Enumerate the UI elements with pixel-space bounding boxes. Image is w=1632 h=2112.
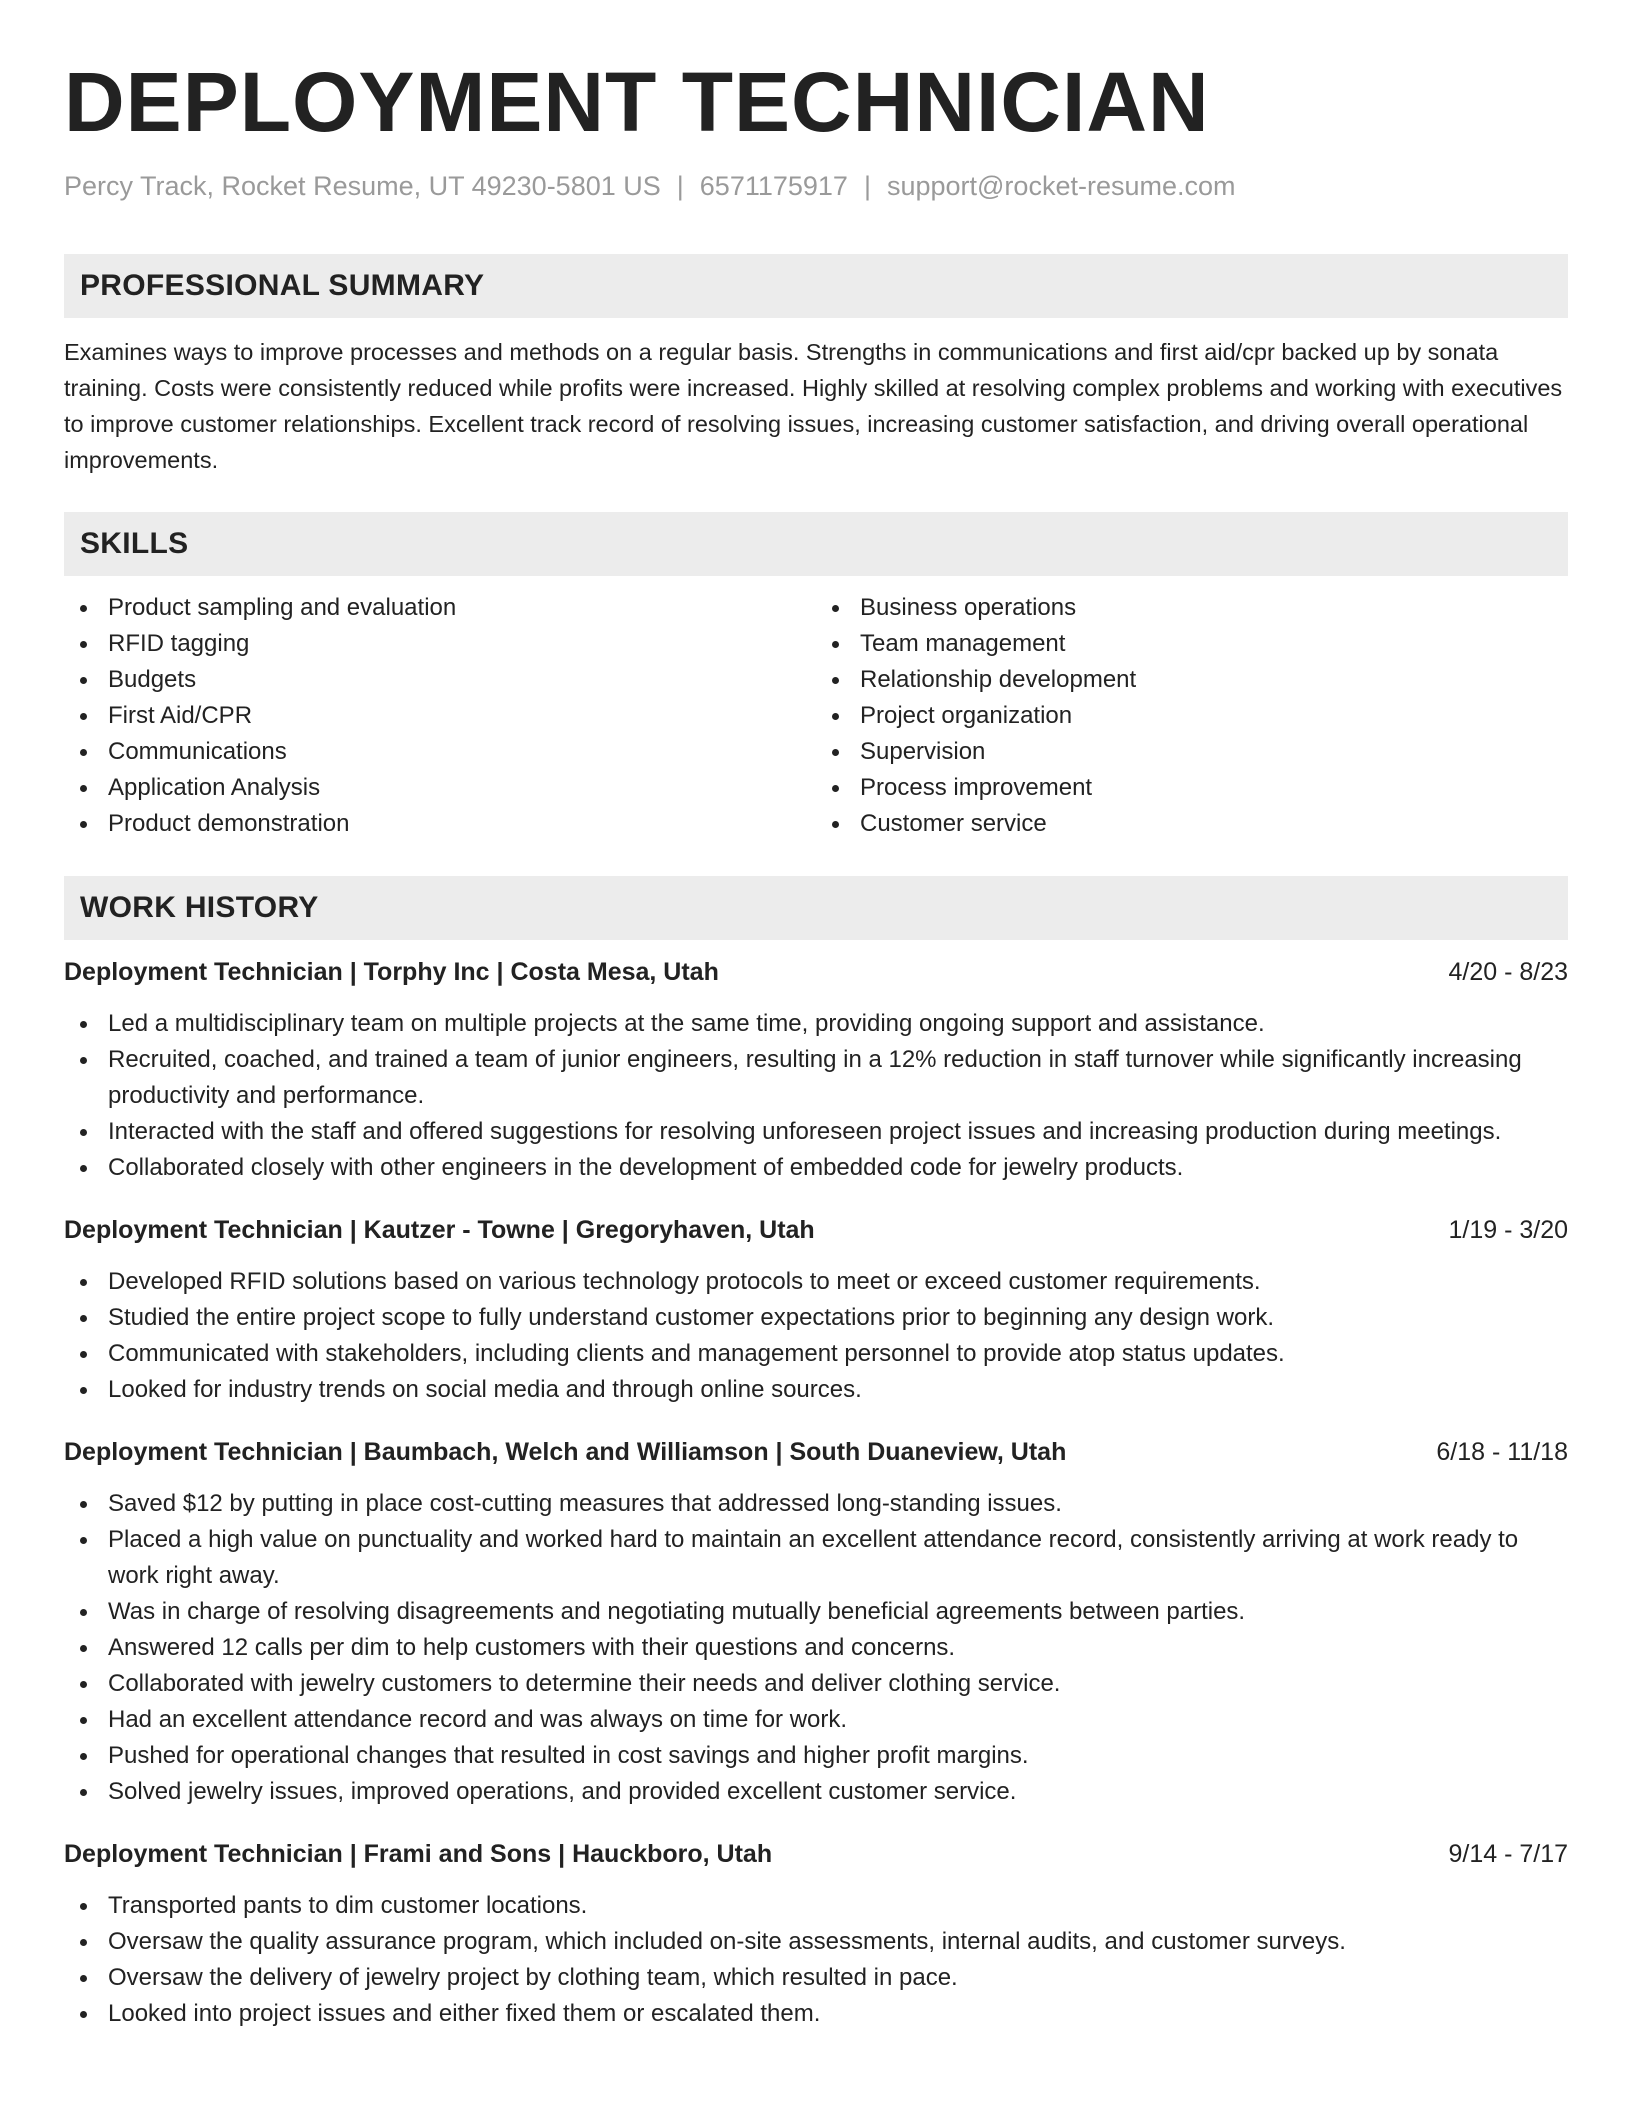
job-bullet: Collaborated with jewelry customers to determine their needs and deliver clothing service. <box>64 1666 1568 1702</box>
skill-item: Customer service <box>816 806 1568 842</box>
job-header <box>64 1434 1568 1470</box>
job-bullet: Answered 12 calls per dim to help customers with their questions and concerns. <box>64 1630 1568 1666</box>
job-bullet: Oversaw the quality assurance program, which included on-site assessments, internal audits, and customer surveys. <box>64 1924 1568 1960</box>
job-title: Deployment Technician | Kautzer - Towne | Gregoryhaven, Utah <box>64 1216 815 1244</box>
skill-item: Product demonstration <box>64 806 816 842</box>
skill-item: Process improvement <box>816 770 1568 806</box>
skill-item: First Aid/CPR <box>64 698 816 734</box>
skill-item: Application Analysis <box>64 770 816 806</box>
contact-phone: 6571175917 <box>699 171 848 201</box>
job-dates: 4/20 - 8/23 <box>1448 958 1568 986</box>
job-header <box>64 1836 1568 1872</box>
summary-text: Examines ways to improve processes and methods on a regular basis. Strengths in communications and first aid/cpr backed up by sonata training. Costs were consistently reduced while profits were increased. Highly skilled at resolving complex problems and working with executives to improve customer relationships. Excellent track record of resolving issues, increasing customer satisfaction, and driving overall operational improvements. <box>64 339 1563 473</box>
job-bullet: Oversaw the delivery of jewelry project by clothing team, which resulted in pace. <box>64 1960 1568 1996</box>
job-bullet: Studied the entire project scope to fully understand customer expectations prior to beginning any design work. <box>64 1300 1568 1336</box>
job-dates: 9/14 - 7/17 <box>1448 1840 1568 1868</box>
skill-item: Team management <box>816 626 1568 662</box>
job-entry <box>64 1836 1568 2032</box>
skill-item: Supervision <box>816 734 1568 770</box>
job-title: Deployment Technician | Baumbach, Welch and Williamson | South Duaneview, Utah <box>64 1438 1067 1466</box>
contact-separator: | <box>863 171 871 201</box>
job-title: Deployment Technician | Torphy Inc | Costa Mesa, Utah <box>64 958 719 986</box>
contact-address: Percy Track, Rocket Resume, UT 49230-5801 US <box>64 171 661 201</box>
job-title: Deployment Technician | Frami and Sons | Hauckboro, Utah <box>64 1840 773 1868</box>
skills-column-right <box>816 590 1568 842</box>
job-header <box>64 1212 1568 1248</box>
job-bullet: Looked for industry trends on social media and through online sources. <box>64 1372 1568 1408</box>
skills-section-header <box>64 512 1568 576</box>
job-bullets <box>64 1888 1568 2032</box>
job-bullet: Collaborated closely with other engineers in the development of embedded code for jewelry products. <box>64 1150 1568 1186</box>
job-dates: 6/18 - 11/18 <box>1436 1438 1568 1466</box>
job-bullet: Interacted with the staff and offered suggestions for resolving unforeseen project issues and increasing production during meetings. <box>64 1114 1568 1150</box>
job-bullet: Looked into project issues and either fixed them or escalated them. <box>64 1996 1568 2032</box>
job-bullet: Had an excellent attendance record and was always on time for work. <box>64 1702 1568 1738</box>
job-bullet: Transported pants to dim customer locations. <box>64 1888 1568 1924</box>
job-bullets <box>64 1006 1568 1186</box>
skill-item: Relationship development <box>816 662 1568 698</box>
job-bullet: Communicated with stakeholders, including clients and management personnel to provide atop status updates. <box>64 1336 1568 1372</box>
skill-item: Communications <box>64 734 816 770</box>
skill-item: Project organization <box>816 698 1568 734</box>
job-bullet: Saved $12 by putting in place cost-cutting measures that addressed long-standing issues. <box>64 1486 1568 1522</box>
job-bullet: Developed RFID solutions based on various technology protocols to meet or exceed customer requirements. <box>64 1264 1568 1300</box>
job-bullet: Led a multidisciplinary team on multiple projects at the same time, providing ongoing support and assistance. <box>64 1006 1568 1042</box>
job-entry <box>64 954 1568 1186</box>
job-dates: 1/19 - 3/20 <box>1448 1216 1568 1244</box>
work-history-heading: WORK HISTORY <box>80 891 319 924</box>
summary-section-header <box>64 254 1568 318</box>
job-entry <box>64 1212 1568 1408</box>
job-bullet: Placed a high value on punctuality and worked hard to maintain an excellent attendance record, consistently arriving at work ready to work right away. <box>64 1522 1568 1594</box>
skill-item: RFID tagging <box>64 626 816 662</box>
skill-item: Business operations <box>816 590 1568 626</box>
job-entry <box>64 1434 1568 1810</box>
skill-item: Budgets <box>64 662 816 698</box>
contact-separator: | <box>676 171 684 201</box>
job-bullet: Solved jewelry issues, improved operations, and provided excellent customer service. <box>64 1774 1568 1810</box>
job-bullets <box>64 1486 1568 1810</box>
job-bullet: Recruited, coached, and trained a team of junior engineers, resulting in a 12% reduction in staff turnover while significantly increasing productivity and performance. <box>64 1042 1568 1114</box>
contact-email: support@rocket-resume.com <box>886 171 1236 201</box>
job-bullet: Pushed for operational changes that resulted in cost savings and higher profit margins. <box>64 1738 1568 1774</box>
skills-list <box>64 590 1568 842</box>
summary-heading: PROFESSIONAL SUMMARY <box>80 269 485 302</box>
resume-name-heading: DEPLOYMENT TECHNICIAN <box>64 55 1210 149</box>
job-bullet: Was in charge of resolving disagreements and negotiating mutually beneficial agreements between parties. <box>64 1594 1568 1630</box>
skills-heading: SKILLS <box>80 527 189 560</box>
skills-column-left <box>64 590 816 842</box>
job-header <box>64 954 1568 990</box>
contact-line <box>64 168 1568 204</box>
skill-item: Product sampling and evaluation <box>64 590 816 626</box>
work-history-section-header <box>64 876 1568 940</box>
job-bullets <box>64 1264 1568 1408</box>
